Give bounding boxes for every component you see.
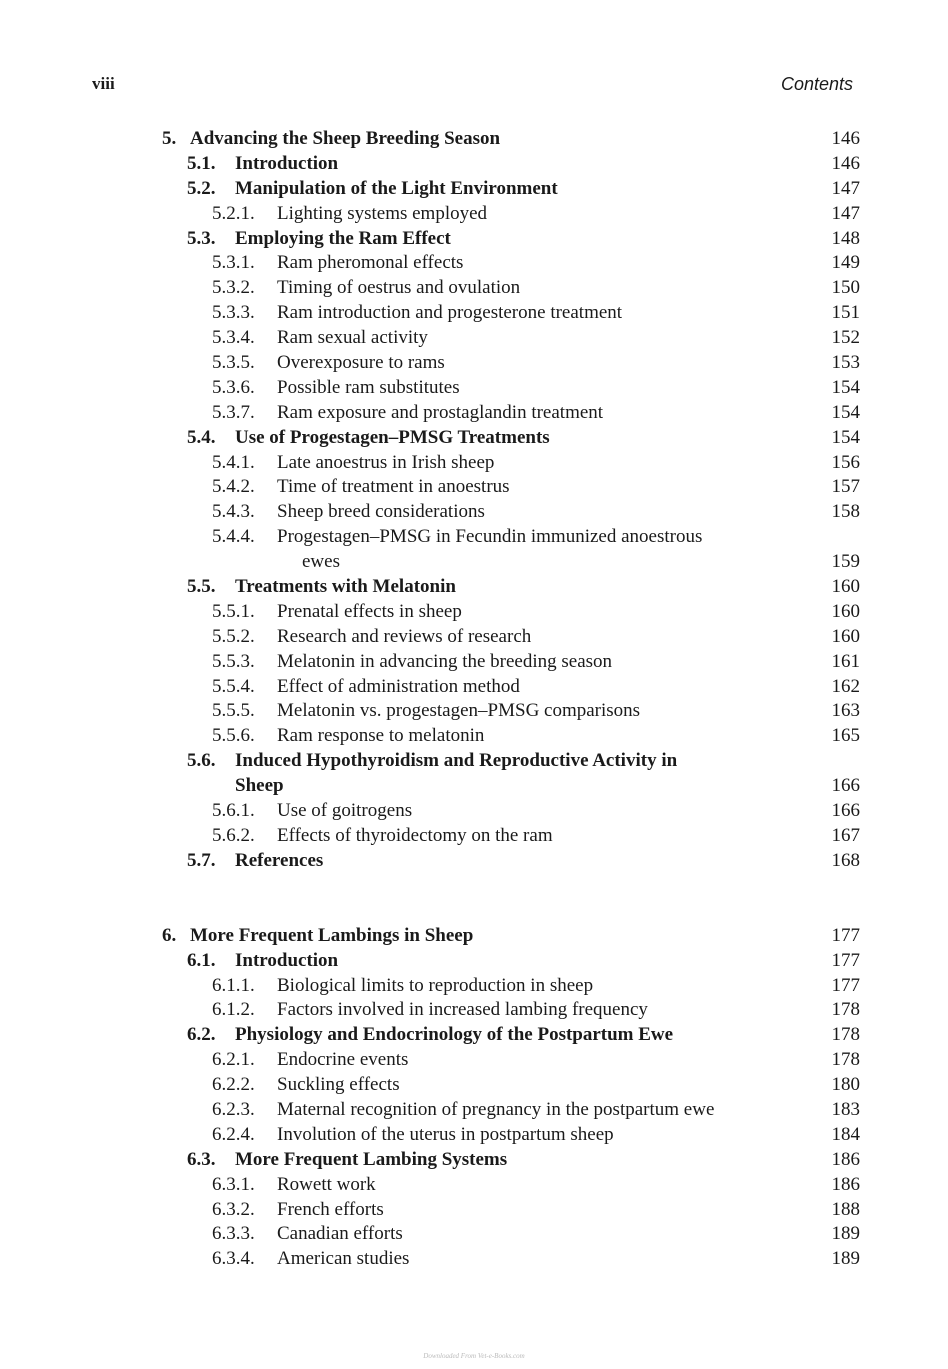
entry-page: 163	[831, 700, 860, 722]
toc-entry-sub[interactable]	[0, 276, 948, 301]
entry-page: 146	[831, 128, 860, 149]
entry-number: 5.4.3.	[212, 501, 255, 523]
toc-entry-sub[interactable]	[0, 1198, 948, 1223]
entry-number: 5.6.	[187, 750, 216, 772]
entry-title: Treatments with Melatonin	[235, 576, 456, 598]
entry-page: 149	[831, 252, 860, 274]
toc-entry-section[interactable]	[0, 1023, 948, 1048]
toc-entry-chapter[interactable]	[0, 924, 948, 949]
toc-entry-sub[interactable]	[0, 301, 948, 326]
entry-page: 183	[831, 1098, 860, 1120]
entry-page: 189	[831, 1248, 860, 1270]
entry-title: Ram exposure and prostaglandin treatment	[277, 401, 604, 423]
toc-entry-sub[interactable]	[0, 451, 948, 476]
toc-entry-sub[interactable]	[0, 650, 948, 675]
entry-number: 5.5.4.	[212, 675, 255, 697]
entry-number: 5.5.3.	[212, 650, 255, 672]
entry-page: 177	[831, 924, 860, 946]
entry-title: Ram introduction and progesterone treatment	[277, 302, 623, 324]
toc-entry-sub[interactable]	[0, 326, 948, 351]
toc-entry-sub[interactable]	[0, 1222, 948, 1247]
entry-number: 5.1.	[187, 152, 216, 174]
toc-entry-section[interactable]	[0, 849, 948, 874]
entry-number: 6.	[162, 924, 177, 946]
entry-number: 5.3.2.	[212, 277, 255, 299]
entry-number: 6.1.2.	[212, 999, 255, 1021]
entry-title: Canadian efforts	[277, 1223, 403, 1245]
entry-title: Lighting systems employed	[277, 202, 488, 224]
toc-entry-section[interactable]	[0, 152, 948, 177]
entry-title: References	[235, 849, 324, 871]
entry-page: 166	[831, 800, 860, 822]
entry-title: French efforts	[277, 1198, 384, 1220]
page-number: viii	[92, 74, 115, 93]
entry-title: More Frequent Lambing Systems	[235, 1148, 508, 1170]
entry-title: Effect of administration method	[277, 675, 520, 697]
entry-number: 5.4.	[187, 426, 216, 448]
entry-page: 156	[831, 451, 860, 473]
entry-title: Overexposure to rams	[277, 352, 445, 374]
entry-title: Melatonin vs. progestagen–PMSG comparisons	[277, 700, 641, 722]
entry-page: 178	[831, 1024, 860, 1046]
entry-number: 5.7.	[187, 849, 216, 871]
entry-page: 188	[831, 1198, 860, 1220]
toc-entry-sub[interactable]	[0, 699, 948, 724]
entry-title: Melatonin in advancing the breeding season	[277, 650, 613, 672]
toc-entry-sub[interactable]	[0, 724, 948, 749]
entry-title: Induced Hypothyroidism and Reproductive Activity in	[235, 750, 678, 772]
toc-entry-section[interactable]	[0, 575, 948, 600]
entry-page: 166	[831, 775, 860, 797]
entry-title: Physiology and Endocrinology of the Postpartum Ewe	[235, 1024, 674, 1046]
entry-page: 167	[831, 824, 860, 846]
toc-entry-section[interactable]	[0, 177, 948, 202]
toc-entry-section[interactable]	[0, 1148, 948, 1173]
toc-entry-sub[interactable]	[0, 251, 948, 276]
entry-title: Introduction	[235, 949, 339, 971]
toc-entry-sub[interactable]	[0, 799, 948, 824]
toc-entry-sub[interactable]	[0, 376, 948, 401]
entry-number: 5.3.4.	[212, 327, 255, 349]
entry-number: 5.3.5.	[212, 352, 255, 374]
entry-number: 6.2.2.	[212, 1074, 255, 1096]
entry-title: Ram response to melatonin	[277, 725, 485, 747]
entry-title: Research and reviews of research	[277, 625, 532, 647]
entry-page: 177	[831, 974, 860, 996]
entry-page: 160	[831, 625, 860, 647]
entry-page: 177	[831, 949, 860, 971]
entry-title: Possible ram substitutes	[277, 376, 460, 398]
entry-page: 153	[831, 352, 860, 374]
entry-number: 5.5.	[187, 576, 216, 598]
entry-number: 5.5.2.	[212, 625, 255, 647]
entry-page: 160	[831, 600, 860, 622]
entry-page: 186	[831, 1148, 860, 1170]
entry-page: 178	[831, 1049, 860, 1071]
toc-entry-sub[interactable]	[0, 1098, 948, 1123]
toc-entry-sub[interactable]	[0, 974, 948, 999]
toc-entry-sub[interactable]	[0, 625, 948, 650]
entry-number: 5.3.	[187, 227, 216, 249]
entry-page: 154	[831, 376, 860, 398]
toc-entry-sub[interactable]	[0, 500, 948, 525]
entry-number: 5.4.2.	[212, 476, 255, 498]
entry-title: Sheep	[235, 775, 284, 797]
toc-entry-sub[interactable]	[0, 998, 948, 1023]
entry-number: 6.2.1.	[212, 1049, 255, 1071]
entry-number: 6.3.1.	[212, 1173, 255, 1195]
toc-entry-sub[interactable]	[0, 351, 948, 376]
entry-title: Prenatal effects in sheep	[277, 600, 462, 622]
toc-entry-section[interactable]	[0, 749, 948, 774]
entry-number: 6.1.	[187, 949, 216, 971]
entry-title: Biological limits to reproduction in sheep	[277, 974, 594, 996]
entry-page: 157	[831, 476, 860, 498]
entry-number: 6.2.4.	[212, 1123, 255, 1145]
entry-page: 160	[831, 576, 860, 598]
entry-title: Rowett work	[277, 1173, 376, 1195]
entry-number: 5.3.6.	[212, 376, 255, 398]
entry-page: 151	[831, 302, 860, 324]
running-head: Contents	[780, 74, 853, 94]
entry-page: 161	[831, 650, 860, 672]
entry-page: 146	[831, 152, 860, 174]
entry-number: 5.4.4.	[212, 526, 255, 548]
entry-title: Involution of the uterus in postpartum sheep	[277, 1123, 614, 1145]
entry-page: 147	[831, 177, 860, 199]
entry-title: Ram pheromonal effects	[277, 252, 464, 274]
toc-entry-sub[interactable]	[0, 1123, 948, 1148]
entry-page: 162	[831, 675, 860, 697]
entry-number: 5.4.1.	[212, 451, 255, 473]
entry-number: 6.2.3.	[212, 1098, 255, 1120]
entry-page: 189	[831, 1223, 860, 1245]
entry-number: 5.6.2.	[212, 824, 255, 846]
toc-entry-sub[interactable]	[0, 202, 948, 227]
entry-number: 5.2.1.	[212, 202, 255, 224]
entry-page: 168	[831, 849, 860, 871]
entry-page: 147	[831, 202, 860, 224]
entry-number: 6.3.	[187, 1148, 216, 1170]
entry-title: Use of goitrogens	[277, 800, 413, 822]
entry-page: 154	[831, 401, 860, 423]
toc-entry-section[interactable]	[0, 227, 948, 252]
entry-number: 6.3.4.	[212, 1248, 255, 1270]
entry-title: American studies	[277, 1248, 410, 1270]
entry-page: 178	[831, 999, 860, 1021]
entry-title: More Frequent Lambings in Sheep	[190, 924, 474, 946]
entry-page: 154	[831, 426, 860, 448]
entry-title: Endocrine events	[277, 1049, 409, 1071]
entry-number: 6.3.2.	[212, 1198, 255, 1220]
entry-title: Late anoestrus in Irish sheep	[277, 451, 495, 473]
toc-entry-section[interactable]	[0, 949, 948, 974]
toc-entry-chapter[interactable]	[0, 127, 948, 152]
table-of-contents	[0, 127, 948, 1272]
toc-entry-sub[interactable]	[0, 475, 948, 500]
toc-entry-sub[interactable]	[0, 401, 948, 426]
entry-title: Ram sexual activity	[277, 327, 428, 349]
entry-number: 5.2.	[187, 177, 216, 199]
entry-page: 180	[831, 1074, 860, 1096]
entry-title: ewes	[302, 551, 340, 573]
entry-number: 5.5.6.	[212, 725, 255, 747]
entry-title: Employing the Ram Effect	[235, 227, 451, 249]
entry-number: 6.2.	[187, 1024, 216, 1046]
toc-entry-sub[interactable]	[0, 600, 948, 625]
entry-page: 184	[831, 1123, 860, 1145]
entry-title: Factors involved in increased lambing frequency	[277, 999, 648, 1021]
toc-entry-sub[interactable]	[0, 1073, 948, 1098]
entry-number: 5.3.3.	[212, 302, 255, 324]
entry-page: 158	[831, 501, 860, 523]
entry-title: Sheep breed considerations	[277, 501, 485, 523]
entry-number: 5.6.1.	[212, 800, 255, 822]
entry-number: 5.3.7.	[212, 401, 255, 423]
entry-title: Progestagen–PMSG in Fecundin immunized anoestrous	[277, 526, 703, 548]
entry-title: Advancing the Sheep Breeding Season	[190, 128, 501, 149]
entry-title: Effects of thyroidectomy on the ram	[277, 824, 553, 846]
entry-page: 150	[831, 277, 860, 299]
toc-entry-sub[interactable]	[0, 824, 948, 849]
entry-title: Timing of oestrus and ovulation	[277, 277, 521, 299]
entry-title: Suckling effects	[277, 1074, 400, 1096]
toc-entry-sub[interactable]	[0, 525, 948, 550]
toc-entry-sub[interactable]	[0, 550, 948, 575]
entry-number: 5.3.1.	[212, 252, 255, 274]
toc-entry-section[interactable]	[0, 426, 948, 451]
entry-title: Introduction	[235, 152, 339, 174]
entry-title: Time of treatment in anoestrus	[277, 476, 510, 498]
toc-entry-sub[interactable]	[0, 1048, 948, 1073]
entry-title: Use of Progestagen–PMSG Treatments	[235, 426, 550, 448]
entry-title: Maternal recognition of pregnancy in the postpartum ewe	[277, 1098, 715, 1120]
entry-page: 165	[831, 725, 860, 747]
entry-number: 5.5.5.	[212, 700, 255, 722]
toc-entry-sub[interactable]	[0, 1247, 948, 1272]
entry-number: 6.3.3.	[212, 1223, 255, 1245]
entry-page: 152	[831, 327, 860, 349]
entry-page: 159	[831, 551, 860, 573]
entry-title: Manipulation of the Light Environment	[235, 177, 558, 199]
entry-number: 5.	[162, 128, 177, 149]
toc-entry-section[interactable]	[0, 774, 948, 799]
entry-number: 5.5.1.	[212, 600, 255, 622]
toc-entry-sub[interactable]	[0, 1173, 948, 1198]
entry-page: 186	[831, 1173, 860, 1195]
entry-number: 6.1.1.	[212, 974, 255, 996]
toc-entry-sub[interactable]	[0, 675, 948, 700]
footer-watermark: Downloaded From Vet-e-Books.com	[423, 1352, 525, 1360]
entry-page: 148	[831, 227, 860, 249]
chapter-gap	[0, 874, 948, 924]
